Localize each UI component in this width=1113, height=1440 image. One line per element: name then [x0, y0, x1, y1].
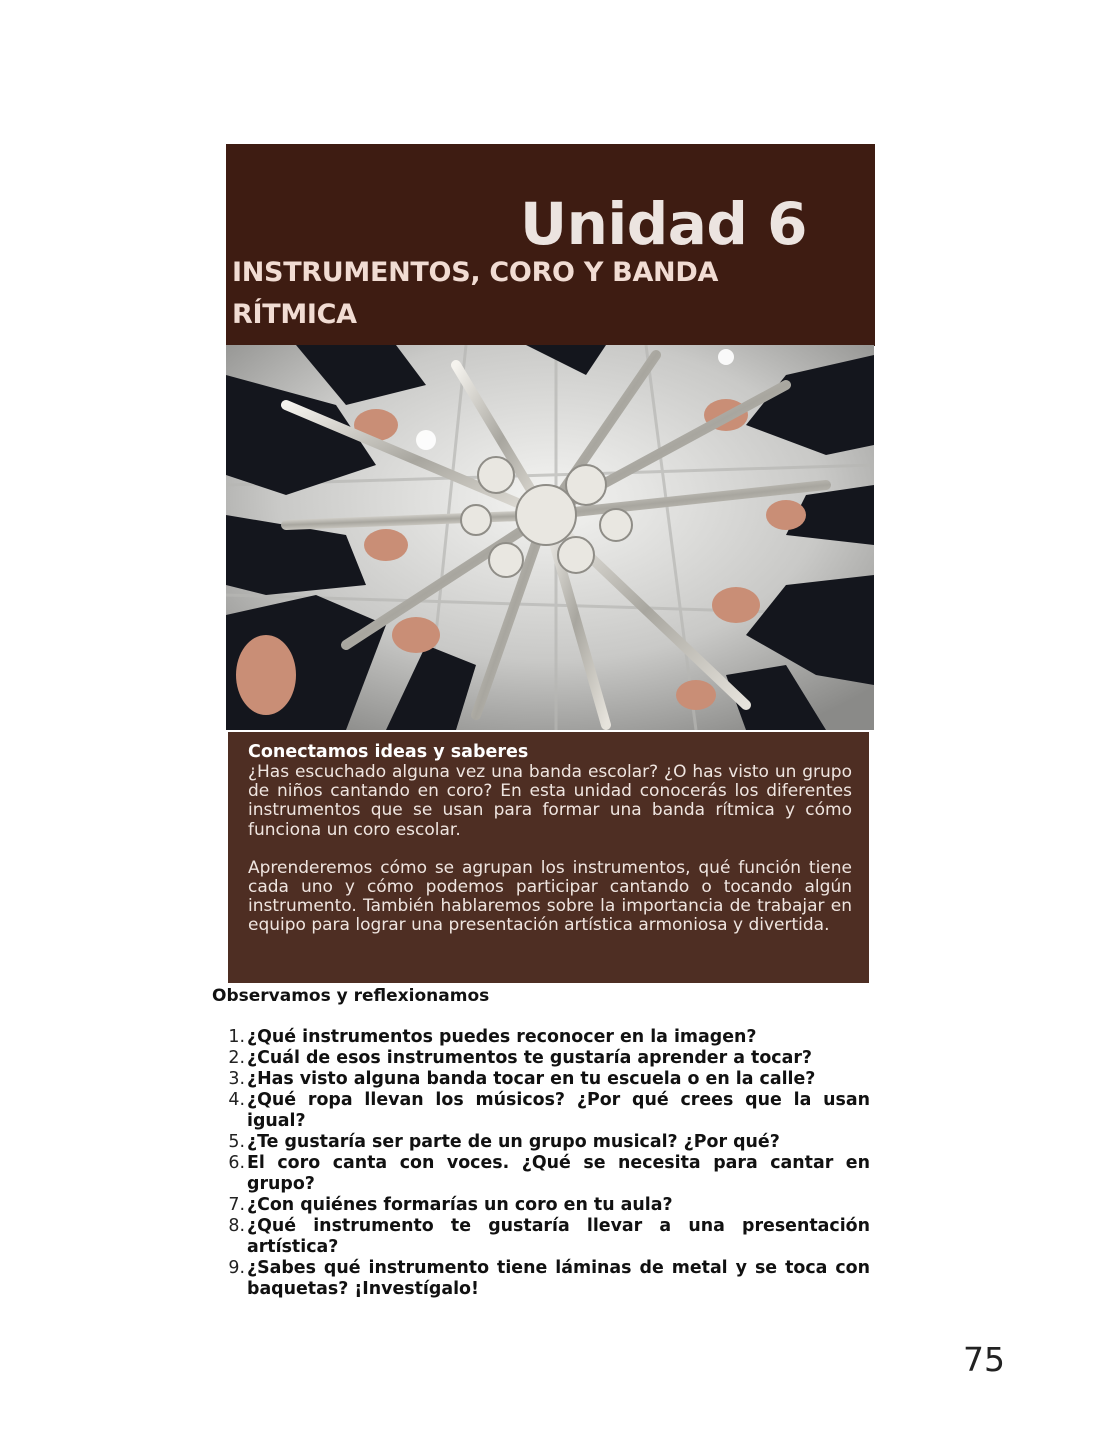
- question-item: [222, 1069, 870, 1090]
- question-item: [222, 1258, 870, 1300]
- question-item: [222, 1132, 870, 1153]
- intro-paragraph: Aprenderemos cómo se agrupan los instrumentos, qué función tiene cada uno y cómo podemos participar cantando o tocando algún instrumento. También hablaremos sobre la importancia de trabajar en equipo para lograr una presentación artística armoniosa y divertida.: [248, 857, 852, 936]
- unit-title: Unidad 6: [520, 190, 807, 258]
- observe-heading: Observamos y reflexionamos: [212, 986, 490, 1006]
- question-number: 9.: [228, 1258, 245, 1278]
- question-item: [222, 1048, 870, 1069]
- trumpets-photo: [226, 345, 874, 730]
- intro-box: [228, 732, 869, 983]
- question-number: 7.: [228, 1195, 245, 1215]
- question-item: [222, 1216, 870, 1258]
- intro-heading: Conectamos ideas y saberes: [248, 742, 529, 762]
- questions-list: [222, 1027, 870, 1300]
- question-text: ¿Qué instrumento te gustaría llevar a una presentación artística?: [247, 1216, 870, 1257]
- question-text: ¿Con quiénes formarías un coro en tu aula?: [247, 1195, 673, 1215]
- question-text: ¿Cuál de esos instrumentos te gustaría aprender a tocar?: [247, 1048, 812, 1068]
- question-item: [222, 1195, 870, 1216]
- question-number: 2.: [228, 1048, 245, 1068]
- question-number: 5.: [228, 1132, 245, 1152]
- page-number: 75: [963, 1340, 1005, 1379]
- question-number: 4.: [228, 1090, 245, 1110]
- question-text: ¿Sabes qué instrumento tiene láminas de metal y se toca con baquetas? ¡Investígalo!: [247, 1258, 870, 1299]
- question-number: 1.: [228, 1027, 245, 1047]
- question-item: [222, 1027, 870, 1048]
- unit-subtitle: INSTRUMENTOS, CORO Y BANDA RÍTMICA: [232, 257, 719, 330]
- question-text: ¿Has visto alguna banda tocar en tu escuela o en la calle?: [247, 1069, 816, 1089]
- question-number: 6.: [228, 1153, 245, 1173]
- unit-header-band: [226, 144, 875, 346]
- question-text: ¿Qué instrumentos puedes reconocer en la imagen?: [247, 1027, 757, 1047]
- question-text: ¿Qué ropa llevan los músicos? ¿Por qué crees que la usan igual?: [247, 1090, 870, 1131]
- trumpets-illustration: [226, 345, 874, 730]
- question-item: [222, 1090, 870, 1132]
- question-number: 3.: [228, 1069, 245, 1089]
- question-number: 8.: [228, 1216, 245, 1236]
- question-text: ¿Te gustaría ser parte de un grupo musical? ¿Por qué?: [247, 1132, 780, 1152]
- intro-content: [248, 742, 852, 936]
- question-text: El coro canta con voces. ¿Qué se necesita para cantar en grupo?: [247, 1153, 870, 1194]
- intro-paragraph: ¿Has escuchado alguna vez una banda escolar? ¿O has visto un grupo de niños cantando en coro? En esta unidad conocerás los diferentes instrumentos que se usan para formar una banda rítmica y cómo funciona un coro escolar.: [248, 762, 852, 840]
- question-item: [222, 1153, 870, 1195]
